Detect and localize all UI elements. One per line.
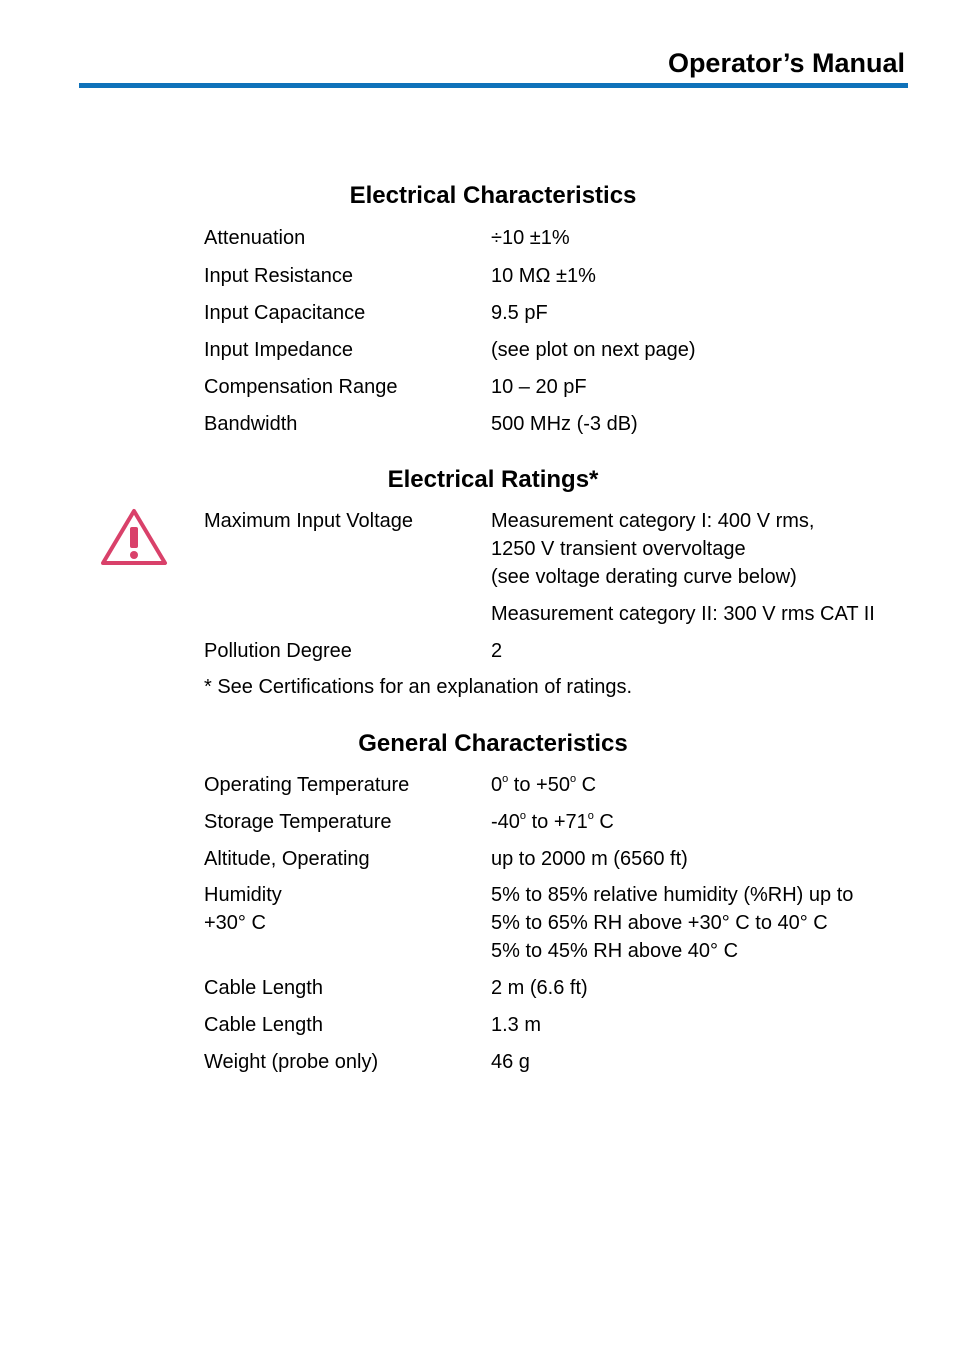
spec-value-line: Measurement category II: 300 V rms CAT II <box>491 603 875 625</box>
spec-label: Storage Temperature <box>204 811 392 833</box>
degree-mark: o <box>502 773 509 785</box>
footnote-text: * See Certifications for an explanation of ratings. <box>204 676 633 698</box>
spec-value: 9.5 pF <box>491 302 548 324</box>
spec-value: 10 – 20 pF <box>491 376 587 398</box>
spec-value-line: 5% to 65% RH above +30° C to 40° C <box>491 912 828 934</box>
spec-value-line: Measurement category I: 400 V rms, <box>491 510 815 532</box>
electrical-characteristics-heading: Electrical Characteristics <box>349 182 637 209</box>
spec-label: Cable Length <box>204 1014 323 1036</box>
spec-value: 46 g <box>491 1051 530 1073</box>
spec-label: Input Capacitance <box>204 302 366 324</box>
degree-mark: o <box>587 810 594 822</box>
spec-label: +30° C <box>204 912 266 934</box>
spec-label: Pollution Degree <box>204 640 352 662</box>
spec-value-line: (see voltage derating curve below) <box>491 566 797 588</box>
spec-value: 0$^o$ to $+50^o$ C <box>491 773 597 796</box>
spec-label: Compensation Range <box>204 376 398 398</box>
spec-value: 500 MHz (-3 dB) <box>491 413 638 435</box>
general-characteristics-heading: General Characteristics <box>358 730 628 757</box>
manual-title: Operator’s Manual <box>667 48 905 78</box>
spec-label: Cable Length <box>204 977 323 999</box>
spec-label: Humidity <box>204 884 282 906</box>
spec-value: ÷10 ±1% <box>491 227 570 249</box>
spec-value: 2 m (6.6 ft) <box>491 977 588 999</box>
spec-label: Weight (probe only) <box>204 1051 379 1073</box>
spec-label: Attenuation <box>204 227 306 249</box>
spec-value: (see plot on next page) <box>491 339 696 361</box>
spec-value: 2 <box>491 640 503 662</box>
electrical-ratings-heading: Electrical Ratings* <box>387 466 599 493</box>
degree-mark: o <box>569 773 577 785</box>
spec-label: Bandwidth <box>204 413 298 435</box>
spec-value: 1.3 m <box>491 1014 542 1036</box>
spec-label: Operating Temperature <box>204 774 410 796</box>
spec-value-line: 5% to 85% relative humidity (%RH) up to <box>491 884 854 906</box>
warning-triangle-icon <box>99 507 169 567</box>
spec-value: -40$^o$ to $+71^o$ C <box>491 810 614 833</box>
spec-label: Altitude, Operating <box>204 848 370 870</box>
spec-value-line: 5% to 45% RH above 40° C <box>491 940 739 962</box>
header-divider <box>79 83 908 88</box>
spec-label: Maximum Input Voltage <box>204 510 413 532</box>
spec-value: 10 MΩ ±1% <box>491 265 596 287</box>
spec-label: Input Resistance <box>204 265 353 287</box>
spec-value: up to 2000 m (6560 ft) <box>491 848 688 870</box>
spec-label: Input Impedance <box>204 339 353 361</box>
degree-mark: o <box>519 810 527 822</box>
spec-value-line: 1250 V transient overvoltage <box>491 538 746 560</box>
